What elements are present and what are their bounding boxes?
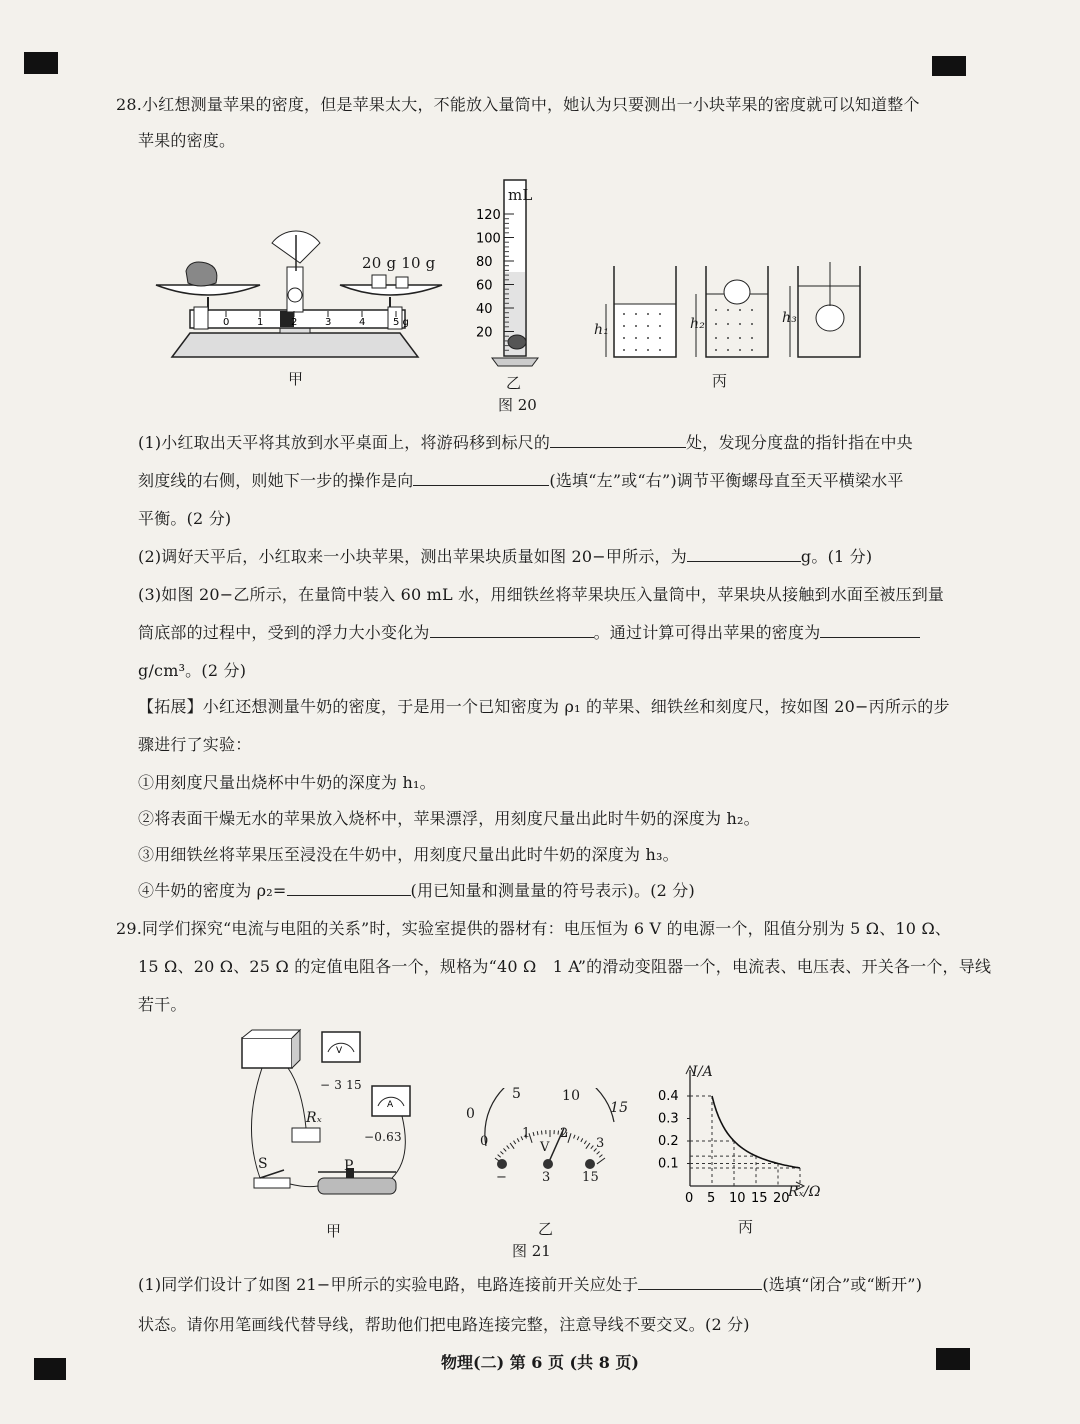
fig21-label-bing: 丙 [738, 1218, 754, 1236]
graph-xtick-label: 20 [773, 1191, 790, 1206]
graph-xlabel: Rₓ/Ω [788, 1184, 821, 1200]
voltmeter-terminals: − 3 15 [320, 1078, 362, 1092]
q28-stem-line1: 28.小红想测量苹果的密度，但是苹果太大，不能放入量筒中，她认为只要测出一小块苹果的密度就可以知道整个 [116, 95, 920, 114]
dial-tick [507, 1146, 510, 1149]
q28-extension-line2: 骤进行了实验： [138, 735, 252, 754]
q28-part1-line1: (1)小红取出天平将其放到水平桌面上，将游码移到标尺的 处，发现分度盘的指针指在中央 [138, 433, 913, 452]
q28-part2: (2)调好天平后，小红取来一小块苹果，测出苹果块质量如图 20−甲所示，为 g。(1 分) [138, 547, 873, 566]
answer-blank[interactable] [430, 621, 594, 638]
q28-part3-line2: 筒底部的过程中，受到的浮力大小变化为 。通过计算可得出苹果的密度为 [138, 620, 920, 643]
answer-blank[interactable] [687, 545, 801, 562]
fig20-caption: 图 20 [498, 396, 537, 414]
dial-tick [584, 1141, 586, 1144]
beaker-h2-label: h₂ [690, 316, 706, 332]
graph-ytick-label: 0.2 [658, 1134, 679, 1149]
dial-tick [599, 1155, 602, 1158]
dial-inner-2: 2 [560, 1126, 569, 1141]
q28-part1-line3: 平衡。(2 分) [138, 509, 232, 528]
dial-tick [510, 1143, 514, 1149]
fig21-caption: 图 21 [512, 1242, 551, 1260]
ruler-tick-label: 0 [223, 317, 230, 328]
resistor-rx-label: Rₓ [306, 1110, 322, 1126]
dial-outer-0: 0 [466, 1106, 476, 1122]
q29-stem-line2: 15 Ω、20 Ω、25 Ω 的定值电阻各一个，规格为“40 Ω 1 A”的滑动变阻器一个，电流表、电压表、开关各一个，导线 [138, 957, 992, 976]
q28-step1: ①用刻度尺量出烧杯中牛奶的深度为 h₁。 [138, 773, 436, 792]
q29-part1-line1: (1)同学们设计了如图 21−甲所示的实验电路，电路连接前开关应处于 (选填“闭合”或“断开”) [138, 1275, 923, 1294]
answer-blank[interactable] [820, 621, 920, 638]
answer-blank[interactable] [550, 431, 686, 448]
ruler-tick-label: 4 [359, 317, 366, 328]
fig21-label-jia: 甲 [326, 1222, 342, 1240]
q28-extension-line1: 【拓展】小红还想测量牛奶的密度，于是用一个已知密度为 ρ₁ 的苹果、细铁丝和刻度尺，按如图 20−丙所示的步 [138, 697, 950, 716]
ruler-tick-label: 5 g [393, 317, 409, 328]
q28-step2: ②将表面干燥无水的苹果放入烧杯中，苹果漂浮，用刻度尺量出此时牛奶的深度为 h₂。 [138, 809, 760, 828]
q28-part3-line1: (3)如图 20−乙所示，在量筒中装入 60 mL 水，用细铁丝将苹果块压入量筒中，苹果块从接触到水面至被压到量 [138, 585, 945, 604]
switch-s-label: S [258, 1156, 268, 1172]
cylinder-tick-label: 120 [476, 208, 501, 223]
q29-stem-line1: 29.同学们探究“电流与电阻的关系”时，实验室提供的器材有：电压恒为 6 V 的电源一个，阻值分别为 5 Ω、10 Ω、 [116, 919, 952, 938]
q28-stem-line2: 苹果的密度。 [138, 131, 236, 150]
graph-ytick-label: 0.1 [658, 1156, 679, 1172]
cylinder-tick-label: 60 [476, 278, 493, 294]
dial-tick [541, 1131, 542, 1135]
registration-mark-top-right [932, 56, 966, 76]
ruler-tick-label: 3 [325, 317, 332, 328]
dial-tick [533, 1132, 534, 1136]
cylinder-tick-label: 20 [476, 325, 493, 341]
q28-part3-line3: g/cm³。(2 分) [138, 661, 247, 680]
q28-step4: ④牛奶的密度为 ρ₂= (用已知量和测量量的符号表示)。(2 分) [138, 881, 695, 900]
q29-stem-line3: 若干。 [138, 995, 187, 1014]
dial-inner-1: 1 [522, 1126, 531, 1141]
figure-20-beakers [592, 262, 862, 362]
dial-tick [591, 1146, 594, 1149]
graph-xtick-label: 0 [685, 1191, 694, 1206]
dial-outer-5: 5 [512, 1086, 522, 1102]
q28-step3: ③用细铁丝将苹果压至浸没在牛奶中，用刻度尺量出此时牛奶的深度为 h₃。 [138, 845, 679, 864]
beaker-h1-label: h₁ [594, 322, 610, 338]
cylinder-tick-label: 40 [476, 302, 493, 317]
weights-label: 20 g 10 g [362, 254, 436, 272]
answer-blank[interactable] [287, 879, 411, 896]
dial-outer-10: 10 [562, 1088, 581, 1104]
graph-xtick-label: 5 [707, 1191, 716, 1206]
dial-tick [597, 1151, 600, 1154]
q29-part1-line2: 状态。请你用笔画线代替导线，帮助他们把电路连接完整，注意导线不要交叉。(2 分) [138, 1315, 750, 1334]
ruler-tick-label: 1 [257, 317, 264, 328]
svg-text:A: A [387, 1100, 394, 1110]
graph-ylabel: I/A [692, 1064, 713, 1080]
dial-inner-3: 3 [596, 1136, 605, 1151]
figure-20-balance [150, 225, 450, 390]
dial-v-label: V [540, 1140, 550, 1155]
dial-outer-15: 15 [610, 1100, 629, 1116]
dial-tick [500, 1151, 503, 1154]
svg-text:V: V [336, 1046, 343, 1056]
cylinder-tick-label: 80 [476, 255, 493, 270]
fig20-label-jia: 甲 [288, 370, 304, 388]
dial-tick [577, 1136, 579, 1140]
dial-tick [498, 1155, 501, 1158]
beaker-h3-label: h₃ [782, 310, 798, 326]
graph-ytick-label: 0.4 [658, 1089, 679, 1104]
graph-ytick-label: 0.3 [658, 1111, 679, 1127]
dial-term-15: 15 [582, 1170, 599, 1185]
dial-tick [586, 1143, 590, 1149]
dial-inner-0: 0 [480, 1134, 489, 1149]
dial-tick [597, 1158, 605, 1164]
page-footer: 物理(二) 第 6 页 (共 8 页) [441, 1353, 639, 1372]
q28-part1-line2: 刻度线的右侧，则她下一步的操作是向 (选填“左”或“右”)调节平衡螺母直至天平横梁水平 [138, 471, 904, 490]
answer-blank[interactable] [413, 469, 549, 486]
cylinder-tick-label: 100 [476, 231, 501, 247]
dial-tick [581, 1138, 583, 1142]
cylinder-unit: mL [508, 186, 533, 204]
dial-term-minus: − [496, 1170, 508, 1185]
registration-mark-top-left [24, 52, 58, 74]
graph-xtick-label: 10 [729, 1191, 746, 1206]
fig21-label-yi: 乙 [538, 1220, 554, 1238]
dial-tick [517, 1138, 519, 1142]
dial-tick [537, 1131, 538, 1135]
answer-blank[interactable] [638, 1273, 762, 1290]
graph-xtick-label: 15 [751, 1191, 768, 1206]
fig20-label-bing: 丙 [712, 372, 728, 390]
dial-tick [558, 1131, 559, 1135]
dial-term-3: 3 [542, 1170, 551, 1185]
dial-tick [514, 1141, 516, 1144]
rheostat-p-label: P [344, 1158, 354, 1174]
fig20-label-yi: 乙 [506, 374, 522, 392]
dial-tick [574, 1135, 575, 1139]
ruler-tick-label: 2 [291, 317, 298, 328]
dial-tick [503, 1148, 506, 1151]
ammeter-terminals: −0.63 [364, 1130, 402, 1144]
figure-21-circuit [232, 1028, 432, 1218]
